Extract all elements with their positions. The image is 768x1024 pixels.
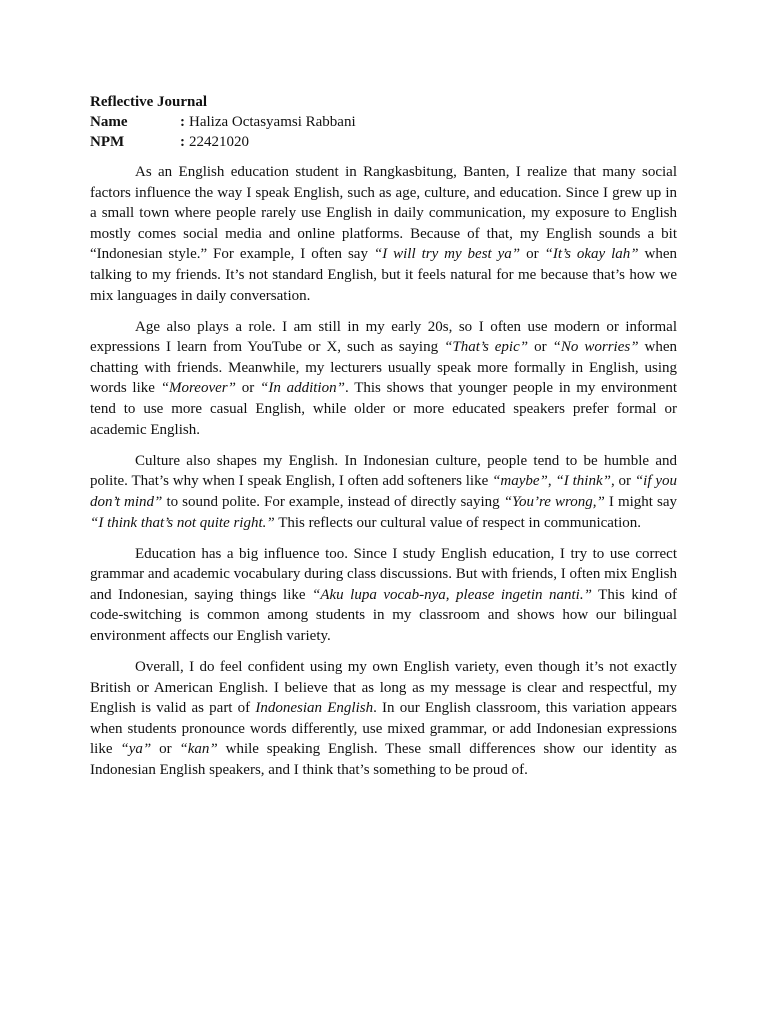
italic-quote: “No worries”	[552, 339, 639, 356]
italic-quote: “Aku lupa vocab-nya, please ingetin nanti.”	[312, 586, 592, 603]
document-page	[90, 92, 677, 791]
paragraph-text: I might say	[604, 493, 678, 510]
italic-quote: “I will try my best ya”	[373, 246, 521, 263]
italic-quote: “I think that’s not quite right.”	[90, 514, 275, 531]
paragraph-text: when chatting with friends. Meanwhile, my lecturers usually speak more formally in English, using words like	[90, 339, 678, 397]
document-title: Reflective Journal	[90, 94, 208, 110]
paragraph-text: or	[520, 246, 545, 263]
paragraph-text: or	[528, 339, 553, 356]
paragraph-text: Education has a big influence too. Since I study English education, I try to use correct grammar and academic vocabulary during class discussions. But with friends, I often mix English and Indonesian, saying things like	[90, 545, 677, 603]
journal-body	[90, 162, 677, 781]
paragraph-text: Age also plays a role. I am still in my early 20s, so I often use modern or informal expressions I learn from YouTube or X, such as saying	[90, 318, 677, 356]
paragraph-text: Culture also shapes my English. In Indonesian culture, people tend to be humble and polite. That’s why when I speak English, I often add softeners like	[90, 452, 677, 490]
paragraph-text: or	[235, 380, 260, 397]
body-paragraph	[90, 451, 677, 533]
body-paragraph	[90, 657, 677, 781]
italic-quote: “ya”	[120, 741, 152, 758]
paragraph-text: ,	[547, 473, 556, 490]
italic-quote: “It’s okay lah”	[544, 246, 639, 263]
name-row	[90, 112, 677, 132]
italic-quote: “You’re wrong,”	[503, 493, 605, 510]
italic-quote: Indonesian English	[255, 700, 374, 717]
body-paragraph	[90, 162, 677, 306]
paragraph-text: As an English education student in Rangkasbitung, Banten, I realize that many social factors influence the way I speak English, such as age, culture, and education. Since I grew up in a small town where people rarely use English in daily communication, my exposure to English mostly comes social media and online platforms. Because of that, my English sounds a bit “Indonesian style.” For example, I often say	[90, 164, 677, 263]
paragraph-text: This kind of code-switching is common among students in my classroom and shows how our bilingual environment affects our English variety.	[90, 586, 677, 644]
paragraph-text: This reflects our cultural value of respect in communication.	[274, 514, 642, 531]
paragraph-text: or	[151, 741, 180, 758]
paragraph-text: Overall, I do feel confident using my own English variety, even though it’s not exactly British or American English. I believe that as long as my message is clear and respectful, my English is valid as part of	[90, 659, 677, 717]
npm-label: NPM	[90, 134, 125, 150]
name-separator: :	[180, 114, 185, 130]
paragraph-text: . This shows that younger people in my environment tend to use more casual English, while older or more educated speakers prefer formal or academic English.	[90, 380, 677, 438]
italic-quote: “if you don’t mind”	[90, 473, 677, 510]
npm-separator: :	[180, 134, 185, 150]
body-paragraph	[90, 317, 677, 441]
name-value: Haliza Octasyamsi Rabbani	[189, 114, 356, 130]
npm-value: 22421020	[189, 134, 249, 150]
italic-quote: “I think”	[555, 473, 611, 490]
paragraph-text: to sound polite. For example, instead of directly saying	[162, 493, 504, 510]
paragraph-text: . In our English classroom, this variation appears when students pronounce words differently, use mixed grammar, or add Indonesian expressions like	[90, 700, 677, 758]
npm-row	[90, 132, 677, 152]
body-paragraph	[90, 544, 677, 647]
italic-quote: “That’s epic”	[444, 339, 529, 356]
italic-quote: “kan”	[179, 741, 218, 758]
paragraph-text: when talking to my friends. It’s not standard English, but it feels natural for me because that’s how we mix languages in daily conversation.	[90, 246, 677, 304]
paragraph-text: while speaking English. These small differences show our identity as Indonesian English speakers, and I think that’s something to be proud of.	[90, 741, 677, 779]
italic-quote: “Moreover”	[160, 380, 236, 397]
name-label: Name	[90, 114, 128, 130]
italic-quote: “In addition”	[260, 380, 345, 397]
italic-quote: “maybe”	[492, 473, 548, 490]
paragraph-text: , or	[610, 473, 635, 490]
